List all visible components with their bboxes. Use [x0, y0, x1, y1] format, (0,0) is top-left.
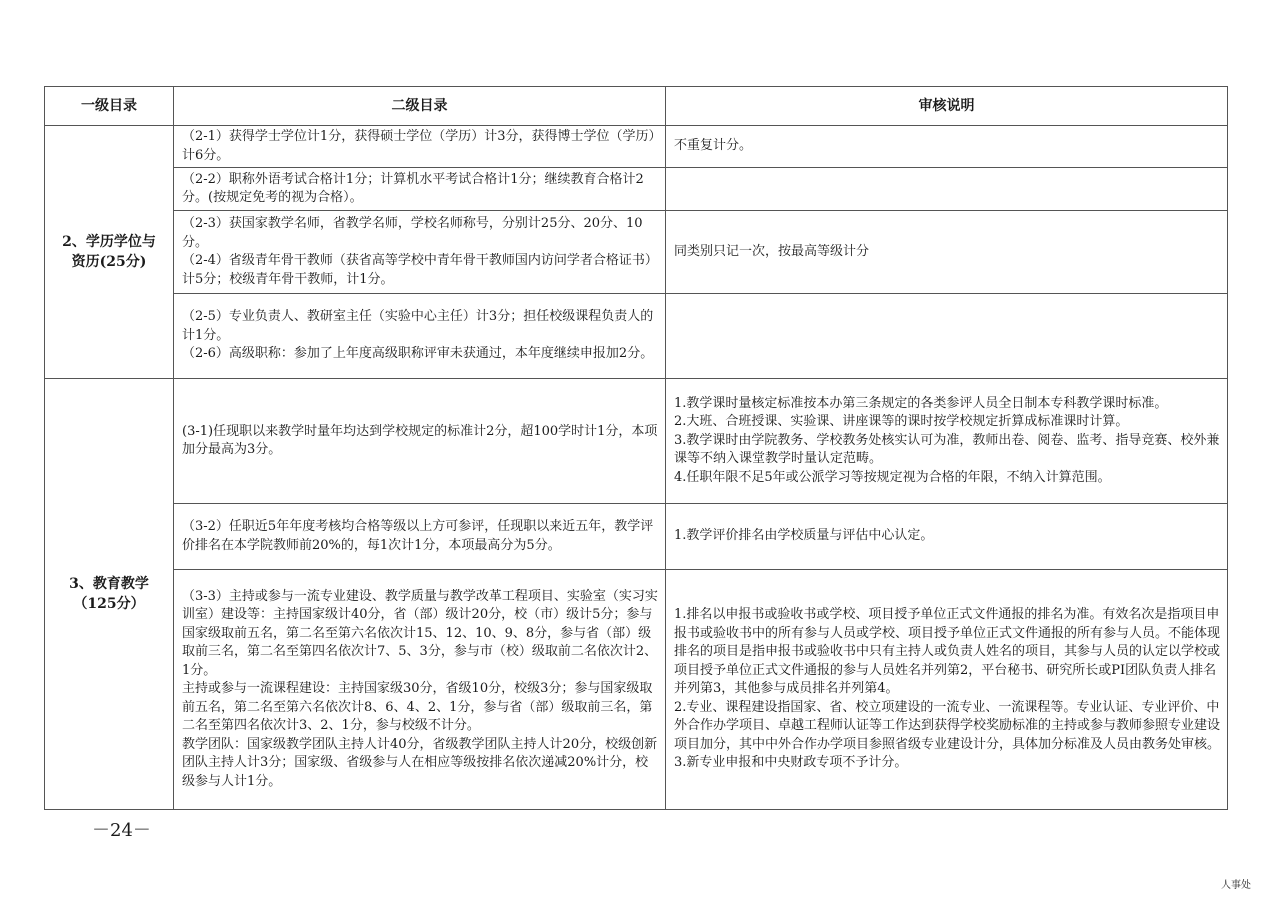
- department-stamp: 人事处: [1221, 880, 1251, 891]
- header-level1: 一级目录: [45, 87, 174, 126]
- subitem-cell: [174, 379, 666, 504]
- page-number: －24－: [92, 820, 151, 841]
- note-text: 1.排名以申报书或验收书或学校、项目授予单位正式文件通报的排名为准。有效名次是指项目申报书或验收书中的所有参与人员或学校、项目授予单位正式文件通报的所有参与人员。不能体现排名的项目是指申报书或验收书中只有主持人或负责人姓名的项目，其参与人员的认定以学校或项目授予单位正式文件通报的参与人员姓名并列第2，平台秘书、研究所长或PI团队负责人排名并列第3，其他参与成员排名并列第4。: [674, 607, 1221, 697]
- note-cell: [666, 379, 1228, 504]
- note-cell: [666, 211, 1228, 294]
- table-row: [45, 294, 1228, 379]
- subitem-text: （3-3）主持或参与一流专业建设、教学质量与教学改革工程项目、实验室（实习实训室）建设等：主持国家级计40分，省（部）级计20分，校（市）级计5分；参与国家级取前五名，第二名至第六名依次计15、12、10、9、8分，参与省（部）级取前三名，第二名至第四名依次计7、5、3分，参与市（校）级取前二名依次计2、1分。: [182, 588, 658, 678]
- note-text: 4.任职年限不足5年或公派学习等按规定视为合格的年限，不纳入计算范围。: [674, 469, 1111, 485]
- category-line: 3、教育教学: [69, 576, 149, 592]
- subitem-cell: [174, 504, 666, 570]
- subitem-text: 教学团队：国家级教学团队主持人计40分，省级教学团队主持人计20分，校级创新团队主持人计3分；国家级、省级参与人在相应等级按排名依次递减20%计分，校级参与人计1分。: [182, 736, 658, 789]
- table-row: [45, 379, 1228, 504]
- header-row: [45, 87, 1228, 126]
- table-row: [45, 168, 1228, 211]
- note-cell: [666, 126, 1228, 168]
- note-text: 1.教学评价排名由学校质量与评估中心认定。: [674, 528, 934, 544]
- subitem-text: 主持或参与一流课程建设：主持国家级30分，省级10分，校级3分；参与国家级取前五名，第二名至第六名依次计8、6、4、2、1分，参与省（部）级取前三名，第二名至第四名依次计3、2、1分，参与校级不计分。: [182, 681, 653, 734]
- note-text: 1.教学课时量核定标准按本办第三条规定的各类参评人员全日制本专科教学课时标准。: [674, 395, 1168, 411]
- note-cell: [666, 570, 1228, 810]
- note-cell: [666, 504, 1228, 570]
- category-line: 资历(25分): [71, 254, 147, 270]
- subitem-text: （2-6）高级职称：参加了上年度高级职称评审未获通过，本年度继续申报加2分。: [182, 346, 654, 362]
- header-level2: 二级目录: [174, 87, 666, 126]
- category-cell: [45, 126, 174, 379]
- note-text: 不重复计分。: [674, 138, 753, 154]
- note-cell-empty: [666, 168, 1228, 211]
- subitem-cell: [174, 168, 666, 211]
- note-text: 3.教学课时由学院教务、学校教务处核实认可为准，教师出卷、阅卷、监考、指导竞赛、校外兼课等不纳入课堂教学时量认定范畴。: [674, 432, 1220, 467]
- header-review-notes: 审核说明: [666, 87, 1228, 126]
- category-line: 2、学历学位与: [62, 234, 156, 250]
- subitem-cell: [174, 570, 666, 810]
- subitem-text: （2-4）省级青年骨干教师（获省高等学校中青年骨干教师国内访问学者合格证书）计5分；校级青年骨干教师，计1分。: [182, 253, 658, 287]
- subitem-cell: [174, 294, 666, 379]
- subitem-text: (3-1)任现职以来教学时量年均达到学校规定的标准计2分，超100学时计1分，本项加分最高为3分。: [182, 423, 658, 457]
- table-row: [45, 211, 1228, 294]
- note-text: 2.专业、课程建设指国家、省、校立项建设的一流专业、一流课程等。专业认证、专业评价、中外合作办学项目、卓越工程师认证等工作达到获得学校奖励标准的主持或参与教师参照专业建设项目加分，其中中外合作办学项目参照省级专业建设计分，具体加分标准及人员由教务处审核。: [674, 699, 1221, 752]
- scoring-table: [44, 86, 1228, 810]
- subitem-text: （3-2）任职近5年年度考核均合格等级以上方可参评，任现职以来近五年，教学评价排名在本学院教师前20%的，每1次计1分，本项最高分为5分。: [182, 519, 654, 553]
- note-text: 2.大班、合班授课、实验课、讲座课等的课时按学校规定折算成标准课时计算。: [674, 414, 1129, 430]
- subitem-cell: [174, 126, 666, 168]
- subitem-cell: [174, 211, 666, 294]
- note-text: 同类别只记一次，按最高等级计分: [674, 243, 870, 259]
- subitem-text: （2-1）获得学士学位计1分，获得硕士学位（学历）计3分，获得博士学位（学历）计6分。: [182, 129, 655, 163]
- table-row: [45, 504, 1228, 570]
- table-row: [45, 570, 1228, 810]
- subitem-text: （2-2）职称外语考试合格计1分；计算机水平考试合格计1分；继续教育合格计2分。(按规定免考的视为合格）。: [182, 171, 644, 205]
- table-row: [45, 126, 1228, 168]
- note-cell-empty: [666, 294, 1228, 379]
- note-text: 3.新专业申报和中央财政专项不予计分。: [674, 755, 908, 771]
- category-cell: [45, 379, 174, 810]
- category-line: （125分）: [73, 596, 145, 612]
- subitem-text: （2-3）获国家教学名师，省教学名师，学校名师称号，分别计25分、20分、10分。: [182, 216, 643, 250]
- subitem-text: （2-5）专业负责人、教研室主任（实验中心主任）计3分；担任校级课程负责人的计1分。: [182, 309, 654, 343]
